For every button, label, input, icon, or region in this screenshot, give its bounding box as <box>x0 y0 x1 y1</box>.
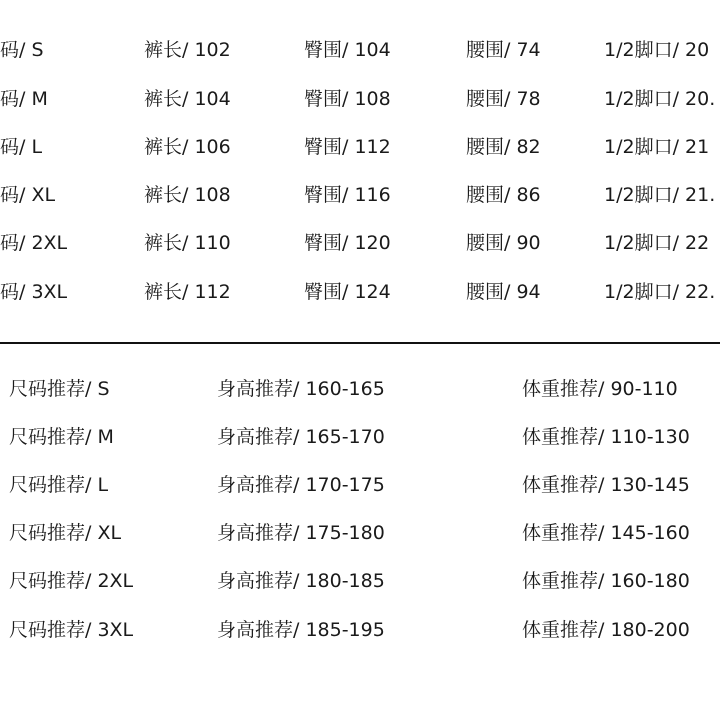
length-cell: 裤长/ 108 <box>144 184 231 206</box>
leg-opening-cell: 1/2脚口/ 21 <box>604 136 710 158</box>
length-cell: 裤长/ 112 <box>144 281 231 303</box>
waist-cell: 腰围/ 78 <box>466 88 541 110</box>
recommended-weight-cell: 体重推荐/ 110-130 <box>522 426 690 448</box>
recommended-size-cell: 尺码推荐/ S <box>9 378 110 400</box>
recommended-height-cell: 身高推荐/ 170-175 <box>217 474 385 496</box>
recommendation-row <box>0 566 720 596</box>
hip-cell: 臀围/ 104 <box>304 39 391 61</box>
measurement-row <box>0 84 720 114</box>
recommended-height-cell: 身高推荐/ 160-165 <box>217 378 385 400</box>
measurement-row <box>0 180 720 210</box>
waist-cell: 腰围/ 74 <box>466 39 541 61</box>
recommendation-row <box>0 470 720 500</box>
recommended-height-cell: 身高推荐/ 185-195 <box>217 619 385 641</box>
leg-opening-cell: 1/2脚口/ 22 <box>604 232 710 254</box>
recommendation-row <box>0 422 720 452</box>
size-cell: 码/ S <box>0 39 44 61</box>
recommended-height-cell: 身高推荐/ 165-170 <box>217 426 385 448</box>
waist-cell: 腰围/ 94 <box>466 281 541 303</box>
length-cell: 裤长/ 102 <box>144 39 231 61</box>
size-cell: 码/ 3XL <box>0 281 68 303</box>
leg-opening-cell: 1/2脚口/ 20 <box>604 39 710 61</box>
hip-cell: 臀围/ 112 <box>304 136 391 158</box>
recommended-weight-cell: 体重推荐/ 130-145 <box>522 474 690 496</box>
leg-opening-cell: 1/2脚口/ 20. <box>604 88 716 110</box>
recommended-height-cell: 身高推荐/ 175-180 <box>217 522 385 544</box>
waist-cell: 腰围/ 90 <box>466 232 541 254</box>
size-cell: 码/ XL <box>0 184 56 206</box>
leg-opening-cell: 1/2脚口/ 22. <box>604 281 716 303</box>
measurement-row <box>0 277 720 307</box>
recommendation-row <box>0 615 720 645</box>
leg-opening-cell: 1/2脚口/ 21. <box>604 184 716 206</box>
length-cell: 裤长/ 106 <box>144 136 231 158</box>
recommended-weight-cell: 体重推荐/ 160-180 <box>522 570 690 592</box>
measurement-row <box>0 35 720 65</box>
hip-cell: 臀围/ 116 <box>304 184 391 206</box>
size-cell: 码/ L <box>0 136 43 158</box>
hip-cell: 臀围/ 108 <box>304 88 391 110</box>
recommended-size-cell: 尺码推荐/ 2XL <box>9 570 134 592</box>
size-cell: 码/ 2XL <box>0 232 68 254</box>
recommended-size-cell: 尺码推荐/ M <box>9 426 114 448</box>
measurement-row <box>0 132 720 162</box>
recommended-weight-cell: 体重推荐/ 145-160 <box>522 522 690 544</box>
recommended-weight-cell: 体重推荐/ 90-110 <box>522 378 678 400</box>
length-cell: 裤长/ 104 <box>144 88 231 110</box>
recommended-size-cell: 尺码推荐/ 3XL <box>9 619 134 641</box>
waist-cell: 腰围/ 86 <box>466 184 541 206</box>
recommended-size-cell: 尺码推荐/ XL <box>9 522 122 544</box>
recommended-height-cell: 身高推荐/ 180-185 <box>217 570 385 592</box>
section-divider <box>0 342 720 344</box>
recommended-size-cell: 尺码推荐/ L <box>9 474 109 496</box>
hip-cell: 臀围/ 124 <box>304 281 391 303</box>
length-cell: 裤长/ 110 <box>144 232 231 254</box>
recommendation-row <box>0 374 720 404</box>
recommendation-row <box>0 518 720 548</box>
measurement-row <box>0 228 720 258</box>
size-cell: 码/ M <box>0 88 48 110</box>
waist-cell: 腰围/ 82 <box>466 136 541 158</box>
recommended-weight-cell: 体重推荐/ 180-200 <box>522 619 690 641</box>
hip-cell: 臀围/ 120 <box>304 232 391 254</box>
